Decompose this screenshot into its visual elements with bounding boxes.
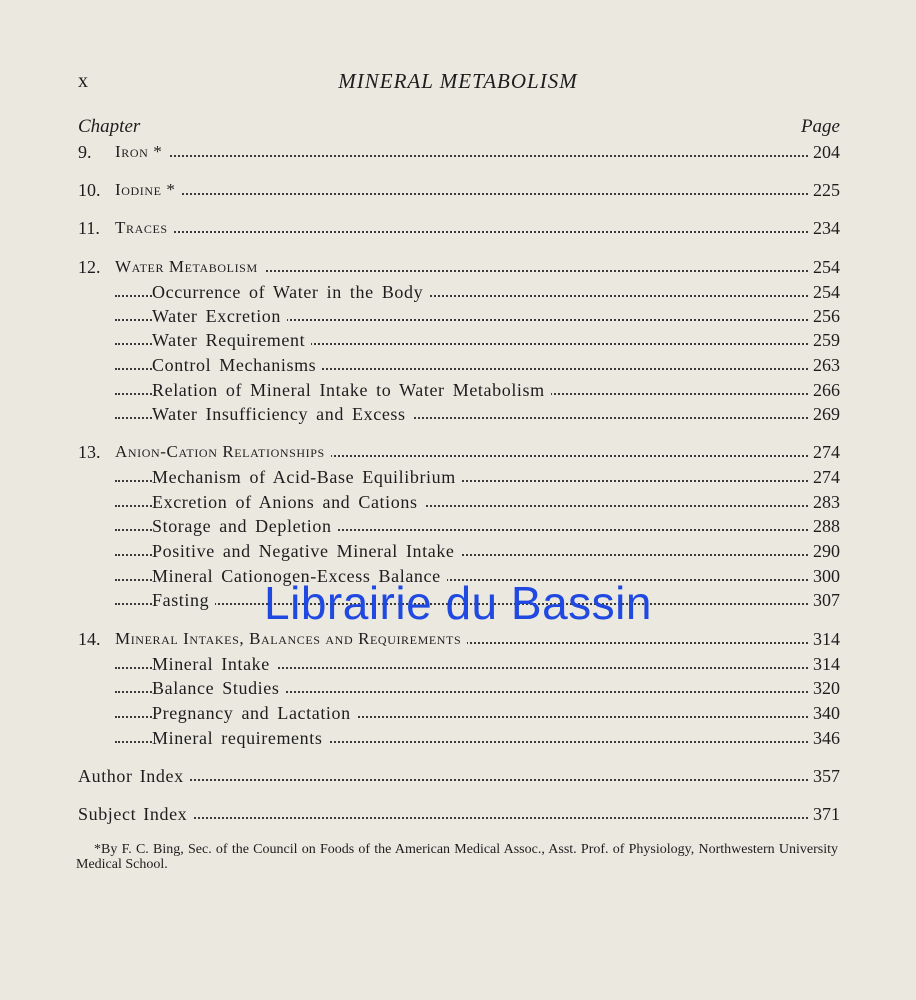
page-number: 288 (813, 516, 840, 536)
section-title: Control Mechanisms (152, 353, 322, 377)
page-number: 274 (813, 442, 840, 462)
toc-section-row (0, 378, 916, 402)
page-number: 290 (813, 541, 840, 561)
toc-chapter-row (0, 627, 916, 651)
section-title: Pregnancy and Lactation (152, 701, 357, 725)
section-title: Fasting (152, 588, 215, 612)
page-number: 300 (813, 566, 840, 586)
running-head: MINERAL METABOLISM (338, 69, 578, 93)
toc-section-row (0, 304, 916, 328)
section-title: Positive and Negative Mineral Intake (152, 539, 461, 563)
column-heading-page: Page (800, 116, 840, 137)
toc-section-row (0, 490, 916, 514)
toc-section-row (0, 539, 916, 563)
section-title: Water Excretion (152, 304, 287, 328)
chapter-title: Anion-Cation Relationships (115, 440, 331, 464)
page-number: 346 (813, 728, 840, 748)
toc-section-row (0, 465, 916, 489)
section-title: Excretion of Anions and Cations (152, 490, 424, 514)
page-number: 234 (813, 218, 840, 238)
section-title: Mineral requirements (152, 726, 328, 750)
chapter-title: Traces (115, 216, 174, 240)
chapter-title: Iodine * (115, 178, 182, 202)
dot-leader (115, 193, 808, 195)
page-number: 266 (813, 380, 840, 400)
chapter-number: 11. (78, 218, 100, 238)
toc-section-row (0, 676, 916, 700)
toc-section-row (0, 701, 916, 725)
toc-section-row (0, 726, 916, 750)
toc-chapter-row (0, 140, 916, 164)
footnote: *By F. C. Bing, Sec. of the Council on Foods of the American Medical Assoc., Asst. Prof. of Physiology, Northwestern University Medical School. (76, 842, 838, 872)
section-title: Mechanism of Acid-Base Equilibrium (152, 465, 462, 489)
toc-chapter-row (0, 255, 916, 279)
chapter-number: 12. (78, 257, 101, 277)
section-title: Storage and Depletion (152, 514, 338, 538)
section-title: Mineral Intake (152, 652, 276, 676)
page-number: 259 (813, 330, 840, 350)
chapter-title: Iron * (115, 140, 168, 164)
section-title: Water Insufficiency and Excess (152, 402, 412, 426)
toc-section-row (0, 652, 916, 676)
toc-index-row (0, 764, 916, 788)
section-title: Relation of Mineral Intake to Water Metabolism (152, 378, 551, 402)
page-number: 204 (813, 142, 840, 162)
page-number: 274 (813, 467, 840, 487)
page-number: 225 (813, 180, 840, 200)
toc-section-row (0, 328, 916, 352)
toc-chapter-row (0, 216, 916, 240)
toc-chapter-row (0, 178, 916, 202)
watermark-text: Librairie du Bassin (264, 577, 652, 629)
chapter-number: 14. (78, 629, 101, 649)
page-number: 254 (813, 257, 840, 277)
section-title: Mineral Cationogen-Excess Balance (152, 564, 447, 588)
page-number: 320 (813, 678, 840, 698)
section-title: Occurrence of Water in the Body (152, 280, 429, 304)
page-number: 307 (813, 590, 840, 610)
chapter-number: 13. (78, 442, 101, 462)
page-folio: x (78, 70, 88, 92)
chapter-title: Mineral Intakes, Balances and Requirements (115, 627, 467, 651)
chapter-number: 10. (78, 180, 101, 200)
toc-section-row (0, 402, 916, 426)
chapter-title: Water Metabolism (115, 255, 264, 279)
dot-leader (115, 155, 808, 157)
chapter-number: 9. (78, 142, 92, 162)
toc-section-row (0, 353, 916, 377)
page-number: 263 (813, 355, 840, 375)
dot-leader (115, 231, 808, 233)
page-number: 314 (813, 629, 840, 649)
section-title: Water Requirement (152, 328, 311, 352)
section-title: Balance Studies (152, 676, 285, 700)
index-title: Subject Index (78, 802, 193, 826)
toc-index-row (0, 802, 916, 826)
page-number: 340 (813, 703, 840, 723)
column-heading-chapter: Chapter (78, 116, 141, 137)
page-number: 357 (813, 766, 840, 786)
page-number: 254 (813, 282, 840, 302)
page-number: 256 (813, 306, 840, 326)
page-number: 283 (813, 492, 840, 512)
page-number: 371 (813, 804, 840, 824)
page-number: 269 (813, 404, 840, 424)
page-number: 314 (813, 654, 840, 674)
toc-section-row (0, 514, 916, 538)
toc-section-row (0, 280, 916, 304)
toc-chapter-row (0, 440, 916, 464)
index-title: Author Index (78, 764, 190, 788)
